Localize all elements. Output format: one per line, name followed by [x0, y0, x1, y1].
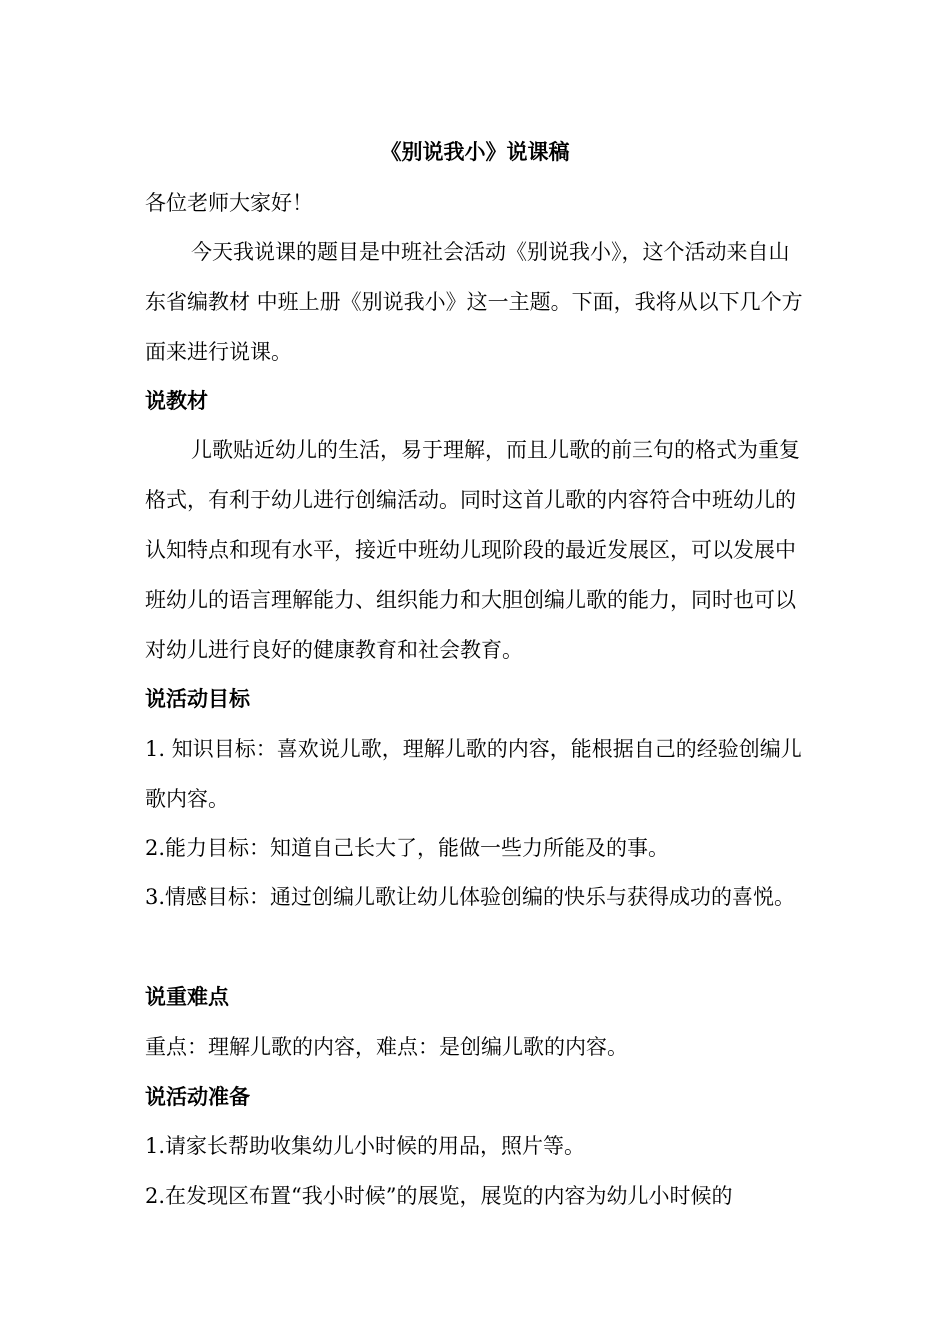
preparation-item-1: 1.请家长帮助收集幼儿小时候的用品，照片等。: [145, 1134, 586, 1158]
goal-item-knowledge: 1. 知识目标：喜欢说儿歌，理解儿歌的内容，能根据自己的经验创编儿歌内容。: [145, 737, 802, 811]
intro-paragraph: 今天我说课的题目是中班社会活动《别说我小》，这个活动来自山东省编教材 中班上册《别说我小》这一主题。下面，我将从以下几个方面来进行说课。: [145, 240, 803, 364]
section-heading-materials: 说教材: [145, 389, 208, 413]
materials-paragraph: 儿歌贴近幼儿的生活，易于理解，而且儿歌的前三句的格式为重复格式，有利于幼儿进行创编活动。同时这首儿歌的内容符合中班幼儿的认知特点和现有水平，接近中班幼儿现阶段的最近发展区，可以发展中班幼儿的语言理解能力、组织能力和大胆创编儿歌的能力，同时也可以对幼儿进行良好的健康教育和社会教育。: [145, 438, 800, 662]
goal-item-emotion: 3.情感目标：通过创编儿歌让幼儿体验创编的快乐与获得成功的喜悦。: [145, 885, 796, 909]
document-title: 《别说我小》说课稿: [380, 140, 570, 164]
goal-item-ability: 2.能力目标：知道自己长大了，能做一些力所能及的事。: [145, 836, 670, 860]
section-heading-key-points: 说重难点: [145, 985, 229, 1009]
section-heading-preparation: 说活动准备: [145, 1085, 250, 1109]
greeting: 各位老师大家好！: [145, 191, 313, 215]
section-heading-goals: 说活动目标: [145, 687, 250, 711]
key-points-paragraph: 重点：理解儿歌的内容，难点：是创编儿歌的内容。: [145, 1035, 628, 1059]
preparation-item-2: 2.在发现区布置“我小时候”的展览，展览的内容为幼儿小时候的: [145, 1184, 733, 1208]
